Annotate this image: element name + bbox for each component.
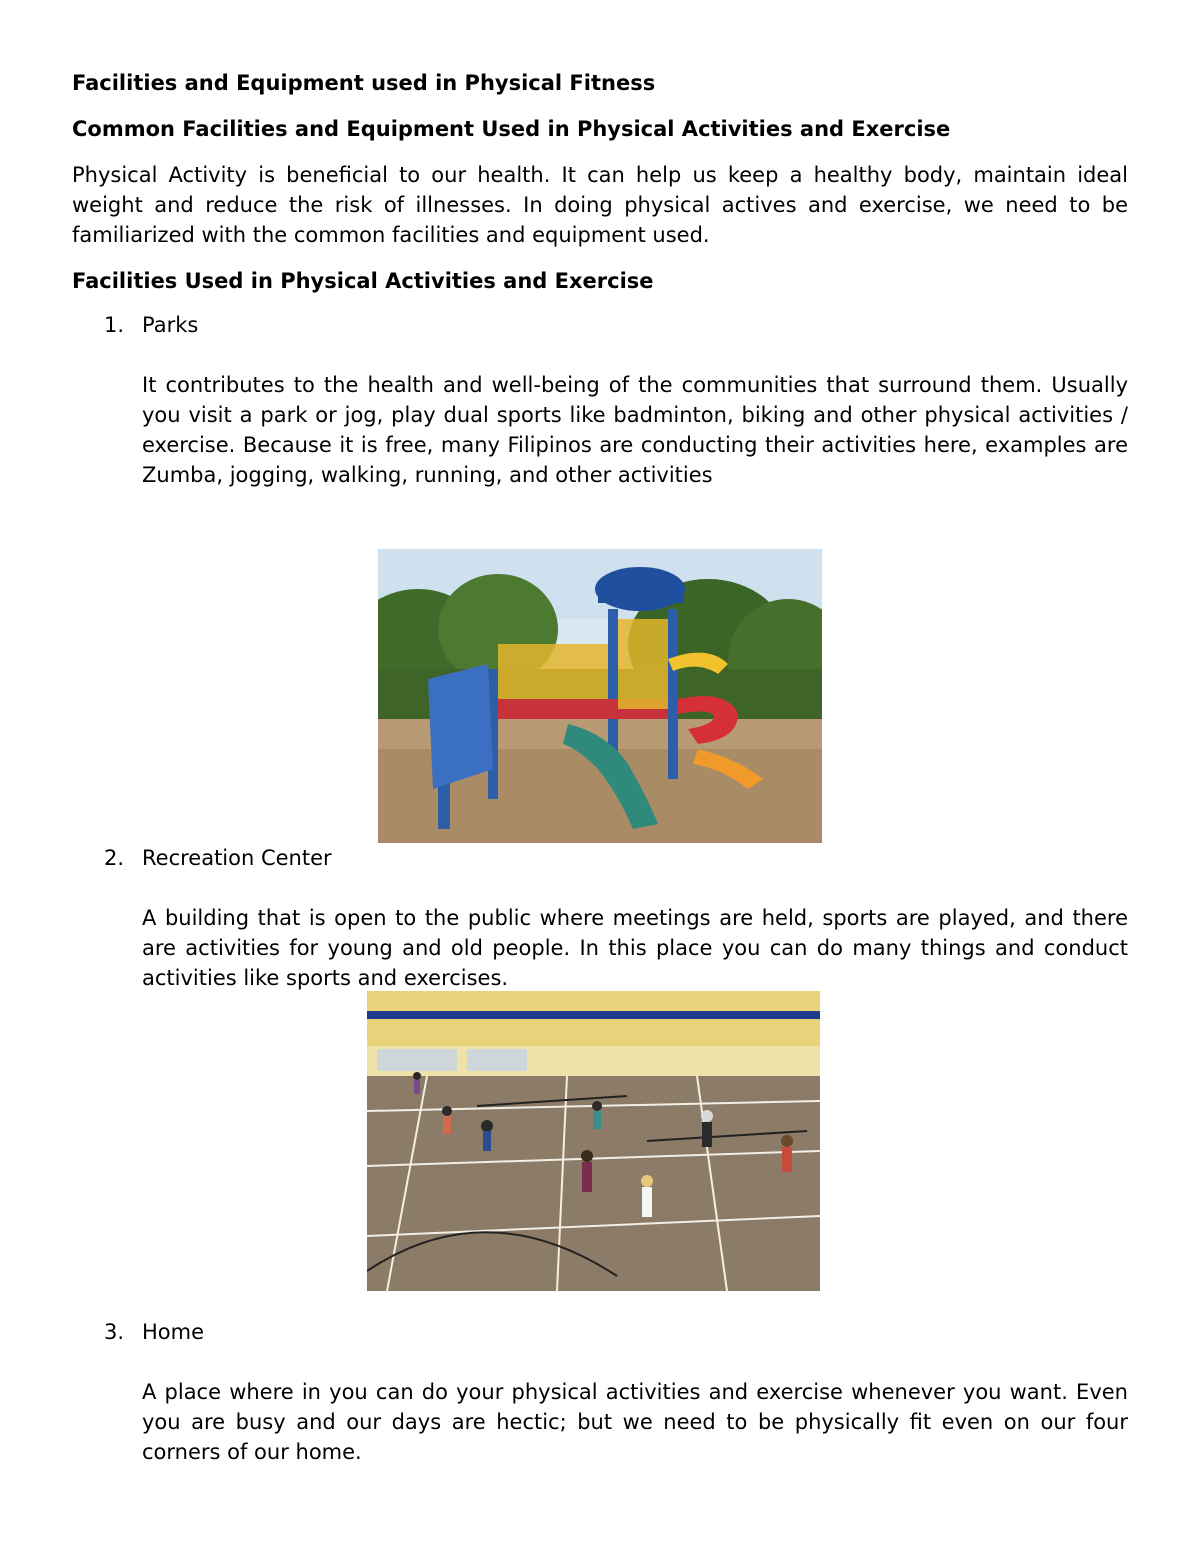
item-description: A building that is open to the public where meetings are held, sports are played, and there are activities for young and old people. In this place you can do many things and conduct activities like sports and exercises. [142,906,1128,990]
playground-photo [378,549,822,843]
list-number: 2. [104,846,125,870]
item-title: Home [142,1320,205,1344]
section-heading: Facilities Used in Physical Activities and Exercise [72,269,654,293]
document-page [72,68,1128,312]
item-title: Recreation Center [142,846,332,870]
list-number: 3. [104,1320,125,1344]
item-title: Parks [142,313,199,337]
item-description: A place where in you can do your physical activities and exercise whenever you want. Even you are busy and our days are hectic; but we need to be physically fit even on our four corners of our home. [142,1380,1128,1464]
document-subtitle: Common Facilities and Equipment Used in Physical Activities and Exercise [72,117,951,141]
gym-photo [367,991,820,1291]
item-description: It contributes to the health and well-being of the communities that surround them. Usually you visit a park or jog, play dual sports like badminton, biking and other physical activities / exercise. Because it is free, many Filipinos are conducting their activities here, examples are Zumba, jogging, walking, running, and other activities [142,373,1128,487]
document-title: Facilities and Equipment used in Physical Fitness [72,71,656,95]
list-item-parks [72,310,1128,490]
list-item-recreation-center [72,843,1128,993]
list-item-home [72,1317,1128,1467]
list-number: 1. [104,313,125,337]
intro-paragraph: Physical Activity is beneficial to our health. It can help us keep a healthy body, maintain ideal weight and reduce the risk of illnesses. In doing physical actives and exercise, we need to be familiarized with the common facilities and equipment used. [72,163,1128,247]
